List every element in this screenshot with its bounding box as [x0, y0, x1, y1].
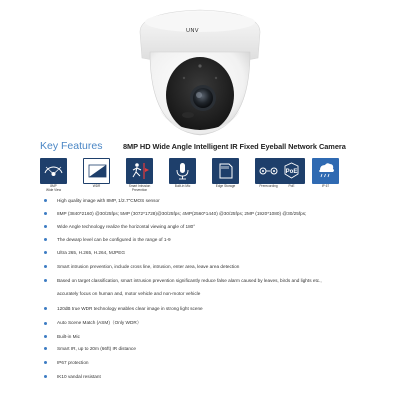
bullet-icon [44, 347, 47, 350]
feature-icons-row [40, 158, 350, 194]
bullet-icon [44, 307, 47, 310]
feature-item: Based on target classification, smart intrusion prevention significantly reduce false alarm caused by leaves, birds and lights etc., [40, 278, 322, 283]
icon-caption: WDR [92, 184, 101, 188]
icon-caption: Smart Intrusion Prevention [128, 184, 151, 192]
icon-caption: 8MP Wide View [46, 184, 61, 192]
wide-view-icon [40, 158, 67, 194]
bullet-icon [44, 279, 47, 282]
built-in-mic-icon [169, 158, 196, 194]
product-subtitle: 8MP HD Wide Angle Intelligent IR Fixed Eyeball Network Camera [123, 141, 346, 151]
bullet-icon [44, 225, 47, 228]
key-features-header [40, 140, 370, 154]
icon-caption: Edge Storage [215, 184, 236, 188]
feature-item: Ultra 265, H.265, H.264, MJPEG [40, 250, 125, 255]
svg-text:PoE: PoE [285, 169, 298, 175]
key-features-title: Key Features [40, 140, 103, 152]
icon-caption: Prerecording [259, 184, 278, 188]
wdr-icon [83, 158, 110, 194]
feature-item: 8MP (3840*2160) @30/25fps; 5MP (3072*1728)@30/25fps; 4MP(2560*1440) @30/25fps; 2MP (1920*1080) @30/25fps; [40, 211, 306, 216]
feature-item: accurately focus on human and, motor vehicle and non-motor vehicle [57, 291, 201, 296]
icon-caption: PoE [288, 184, 295, 188]
bullet-icon [44, 251, 47, 254]
bullet-icon [44, 361, 47, 364]
edge-storage-icon [212, 158, 239, 194]
brand-logo: UNV [186, 28, 199, 34]
bullet-icon [44, 322, 47, 325]
bullet-icon [44, 199, 47, 202]
bullet-icon [44, 335, 47, 338]
feature-item: Smart IR, up to 20m (66ft) IR distance [40, 346, 136, 351]
poe-icon [278, 158, 305, 194]
smart-intrusion-icon [126, 158, 153, 194]
bullet-icon [44, 212, 47, 215]
ip67-icon [312, 158, 339, 194]
bullet-icon [44, 375, 47, 378]
icon-caption: Built-in Mic [174, 184, 191, 188]
icon-caption: IP 67 [321, 184, 330, 188]
feature-item: 120dB true WDR technology enables clear image in strong light scene [40, 306, 203, 311]
camera-product-image [0, 0, 400, 138]
feature-item: Auto Scene Match (ASM)（Only WDR） [40, 320, 141, 326]
bullet-icon [44, 238, 47, 241]
feature-item: IP67 protection [40, 360, 89, 365]
feature-item: High quality image with 8MP, 1/2.7"CMOS sensor [40, 198, 160, 203]
bullet-icon [44, 265, 47, 268]
feature-item: Smart intrusion prevention, include cross line, intrusion, enter area, leave area detection [40, 264, 239, 269]
feature-item: Built-in Mic [40, 334, 80, 339]
feature-item: IK10 vandal resistant [40, 374, 101, 379]
feature-item: Wide Angle technology realize the horizontal viewing angle of 180° [40, 224, 195, 229]
feature-item: The dewarp level can be configured in the range of 1-9 [40, 237, 171, 242]
